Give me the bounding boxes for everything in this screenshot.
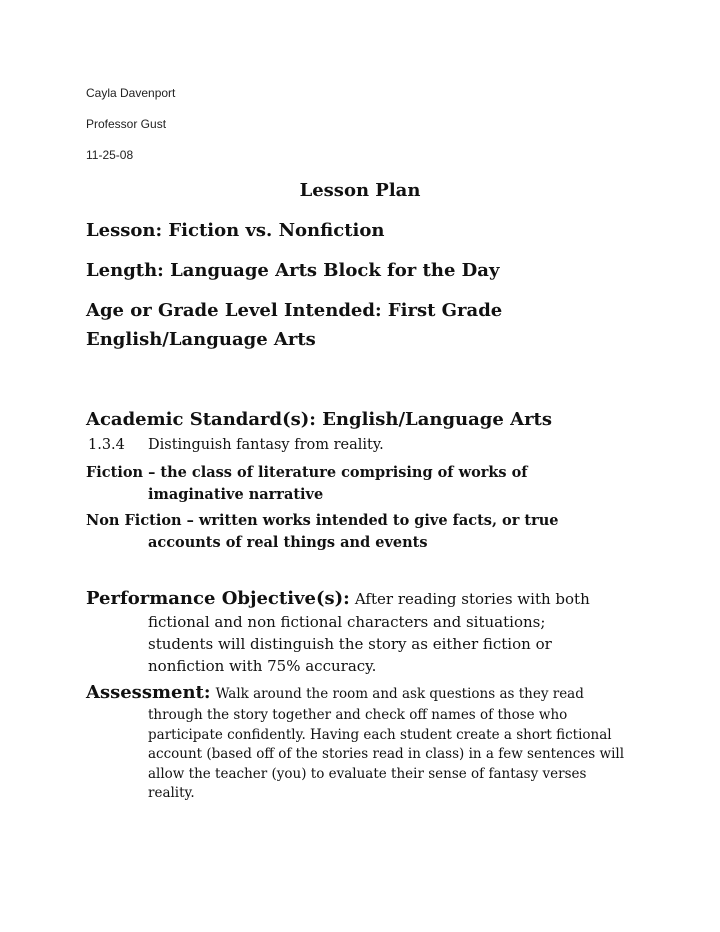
professor-name: Professor Gust [86, 117, 167, 131]
lesson-heading: Lesson: Fiction vs. Nonfiction [86, 220, 385, 241]
standard-text: Distinguish fantasy from reality. [148, 437, 384, 453]
assessment [86, 681, 646, 804]
assessment-line1: Walk around the room and ask questions as they read [215, 686, 584, 702]
date: 11-25-08 [86, 148, 134, 162]
assessment-line4: account (based off of the stories read in class) in a few sentences will [148, 746, 625, 762]
assessment-line3: participate confidently. Having each student create a short fictional [148, 726, 612, 743]
objective-line4: nonfiction with 75% accuracy. [148, 657, 377, 675]
fiction-definition-line1: Fiction – the class of literature comprising of works of [86, 464, 528, 481]
objective-line2: fictional and non fictional characters and situations; [148, 613, 546, 631]
student-name: Cayla Davenport [86, 86, 176, 100]
standard-number: 1.3.4 [88, 437, 125, 453]
fiction-definition [86, 462, 646, 506]
assessment-label: Assessment: [86, 682, 211, 703]
standard-item [88, 437, 384, 453]
assessment-line2: through the story together and check off names of those who [148, 707, 568, 723]
objective-line1: After reading stories with both [354, 590, 590, 608]
nonfiction-definition-line1: Non Fiction – written works intended to give facts, or true [86, 512, 559, 529]
document-title-text: Lesson Plan [299, 180, 421, 201]
nonfiction-definition [86, 510, 646, 554]
standards-heading: Academic Standard(s): English/Language Arts [86, 409, 553, 430]
age-heading-line1: Age or Grade Level Intended: First Grade [86, 300, 503, 321]
objective-line3: students will distinguish the story as either fiction or [148, 635, 552, 653]
assessment-line5: allow the teacher (you) to evaluate their sense of fantasy verses [148, 765, 587, 782]
fiction-definition-line2: imaginative narrative [148, 486, 324, 503]
document-title [0, 180, 720, 201]
performance-objective [86, 587, 646, 677]
age-heading-line2: English/Language Arts [86, 329, 316, 350]
length-heading: Length: Language Arts Block for the Day [86, 260, 500, 281]
nonfiction-definition-line2: accounts of real things and events [148, 534, 428, 551]
objective-label: Performance Objective(s): [86, 588, 350, 609]
assessment-line6: reality. [148, 785, 195, 801]
